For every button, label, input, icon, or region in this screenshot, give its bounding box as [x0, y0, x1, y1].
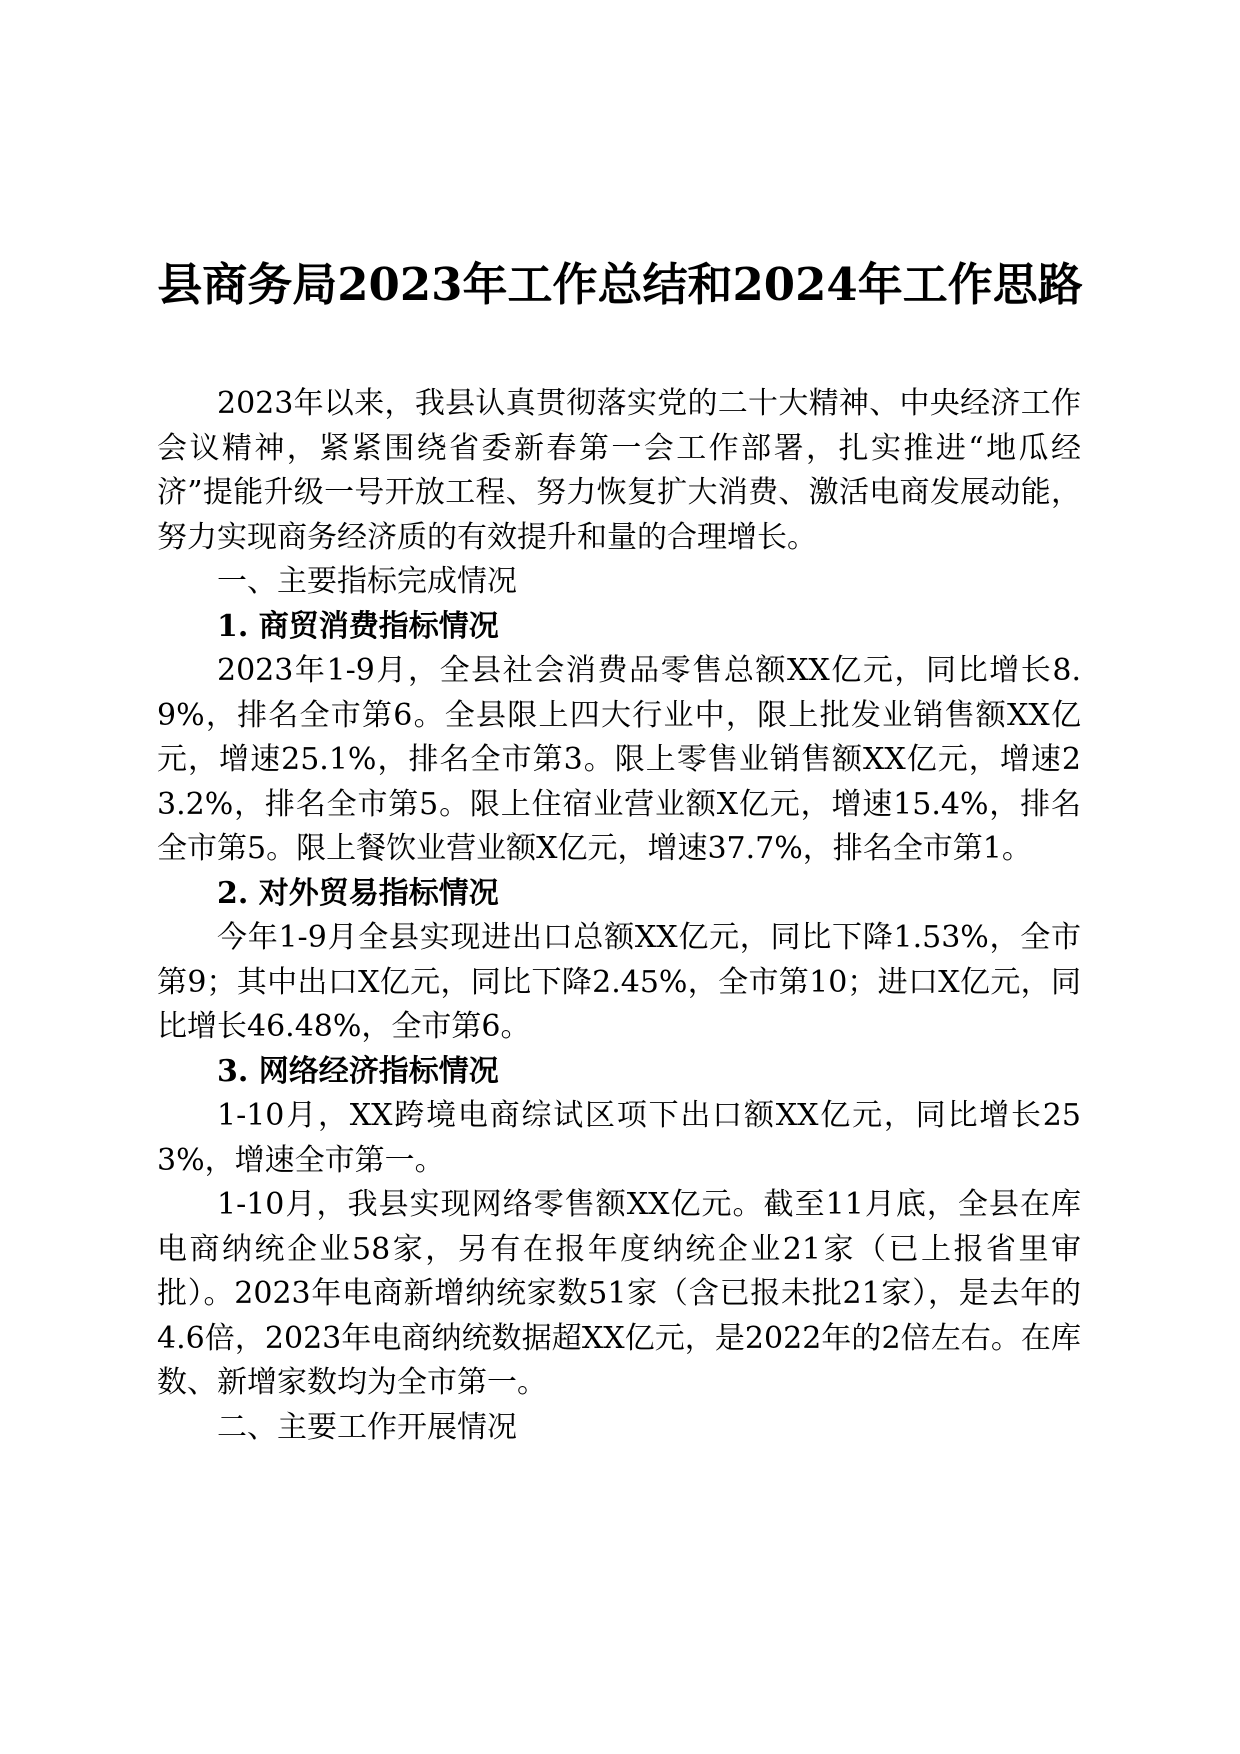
intro-paragraph: 2023年以来，我县认真贯彻落实党的二十大精神、中央经济工作会议精神，紧紧围绕省委新春第一会工作部署，扎实推进“地瓜经济”提能升级一号开放工程、努力恢复扩大消费、激活电商发展动能，努力实现商务经济质的有效提升和量的合理增长。 — [157, 386, 1081, 555]
section-heading-work: 二、主要工作开展情况 — [217, 1409, 517, 1445]
subheading-network-economy: 3. 网络经济指标情况 — [217, 1053, 499, 1089]
paragraph-consumption: 2023年1-9月，全县社会消费品零售总额XX亿元，同比增长8.9%，排名全市第6。全县限上四大行业中，限上批发业销售额XX亿元，增速25.1%，排名全市第3。限上零售业销售额XX亿元，增速23.2%，排名全市第5。限上住宿业营业额X亿元，增速15.4%，排名全市第5。限上餐饮业营业额X亿元，增速37.7%，排名全市第1。 — [157, 653, 1081, 866]
paragraph-cross-border-ecommerce: 1-10月，XX跨境电商综试区项下出口额XX亿元，同比增长253%，增速全市第一。 — [157, 1098, 1081, 1178]
paragraph-foreign-trade: 今年1-9月全县实现进出口总额XX亿元，同比下降1.53%，全市第9；其中出口X亿元，同比下降2.45%，全市第10；进口X亿元，同比增长46.48%，全市第6。 — [157, 920, 1081, 1044]
subheading-consumption: 1. 商贸消费指标情况 — [217, 608, 499, 644]
subheading-foreign-trade: 2. 对外贸易指标情况 — [217, 875, 499, 911]
document-title: 县商务局2023年工作总结和2024年工作思路 — [157, 258, 1083, 311]
document-body — [157, 382, 1081, 1450]
paragraph-online-retail: 1-10月，我县实现网络零售额XX亿元。截至11月底，全县在库电商纳统企业58家，另有在报年度纳统企业21家（已上报省里审批）。2023年电商新增纳统家数51家（含已报未批21家），是去年的4.6倍，2023年电商纳统数据超XX亿元，是2022年的2倍左右。在库数、新增家数均为全市第一。 — [157, 1187, 1081, 1400]
section-heading-indicators: 一、主要指标完成情况 — [217, 564, 517, 599]
